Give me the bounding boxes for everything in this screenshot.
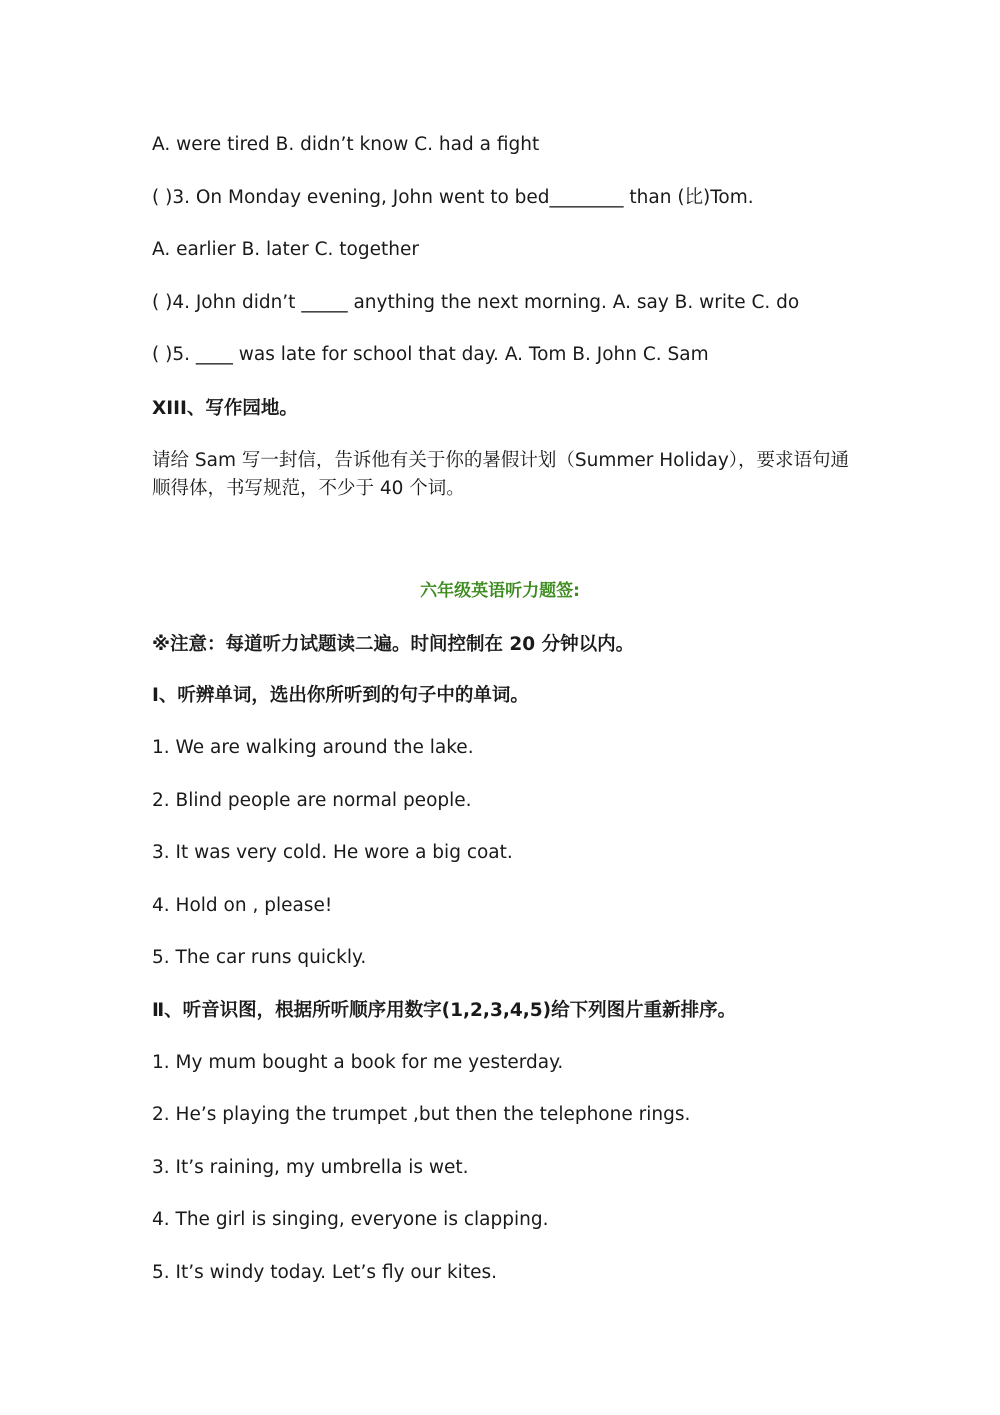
list-item: 4. Hold on , please! [152, 895, 333, 916]
question-2-options: A. were tired B. didn’t know C. had a fight [152, 134, 540, 155]
list-item: 3. It was very cold. He wore a big coat. [152, 842, 513, 863]
list-item: 1. We are walking around the lake. [152, 737, 474, 758]
writing-heading: XIII、写作园地。 [152, 398, 298, 419]
question-3: ( )3. On Monday evening, John went to bed________ than (比)Tom. [152, 187, 754, 208]
listening-note: ※注意：每道听力试题读二遍。时间控制在 20 分钟以内。 [152, 634, 635, 655]
part2-heading: Ⅱ、听音识图，根据所听顺序用数字(1,2,3,4,5)给下列图片重新排序。 [152, 1000, 737, 1021]
list-item: 3. It’s raining, my umbrella is wet. [152, 1157, 469, 1178]
part1-heading: Ⅰ、听辨单词，选出你所听到的句子中的单词。 [152, 685, 529, 706]
list-item: 5. It’s windy today. Let’s fly our kites. [152, 1262, 497, 1283]
list-item: 2. He’s playing the trumpet ,but then the telephone rings. [152, 1104, 691, 1125]
question-4: ( )4. John didn’t _____ anything the next morning. A. say B. write C. do [152, 292, 800, 313]
writing-prompt: 请给 Sam 写一封信，告诉他有关于你的暑假计划（Summer Holiday），要求语句通顺得体，书写规范，不少于 40 个词。 [152, 450, 850, 499]
question-5: ( )5. ____ was late for school that day. A. Tom B. John C. Sam [152, 344, 709, 365]
list-item: 4. The girl is singing, everyone is clapping. [152, 1209, 549, 1230]
list-item: 2. Blind people are normal people. [152, 790, 472, 811]
question-3-options: A. earlier B. later C. together [152, 239, 419, 260]
list-item: 1. My mum bought a book for me yesterday. [152, 1052, 564, 1073]
list-item: 5. The car runs quickly. [152, 947, 367, 968]
answer-sheet-title: 六年级英语听力题签: [420, 581, 580, 601]
